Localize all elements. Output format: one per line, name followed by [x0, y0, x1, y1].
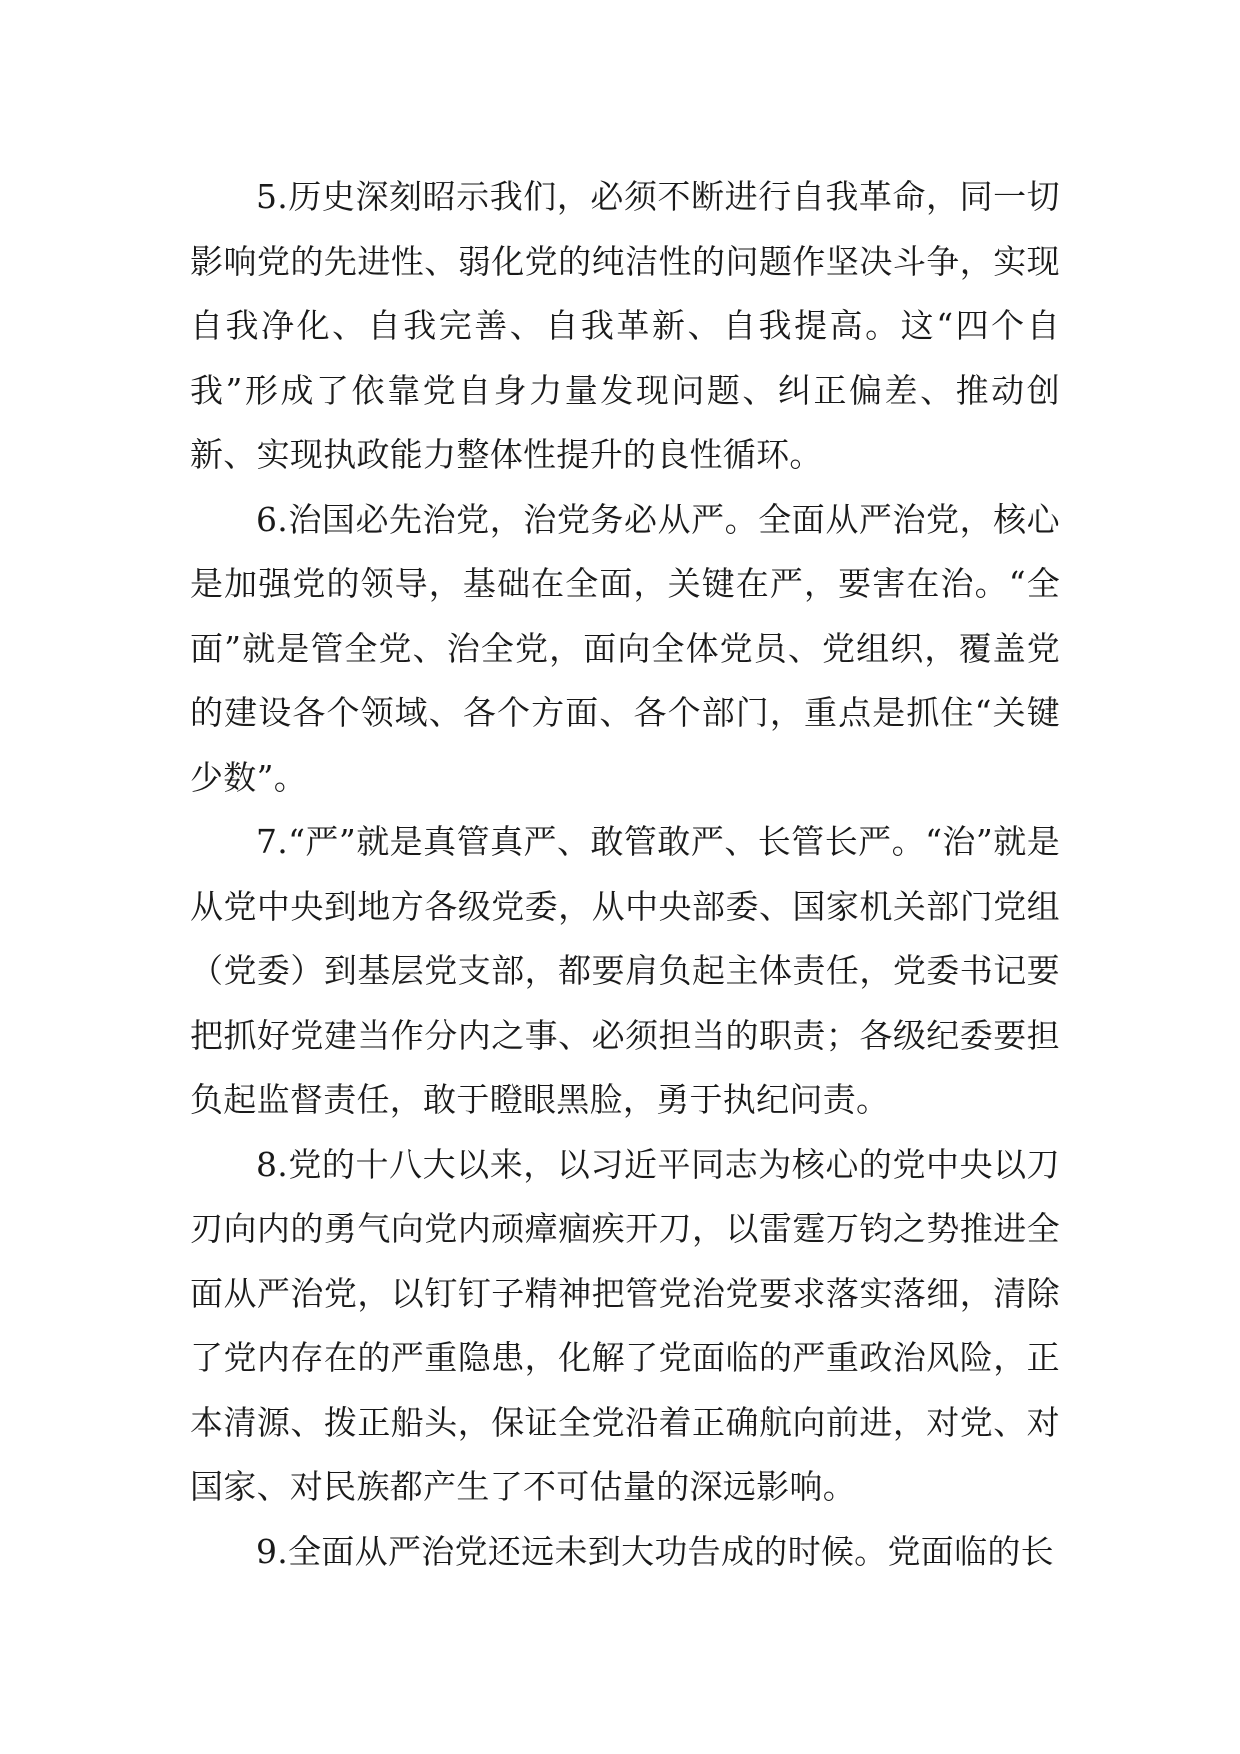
paragraph-9: 9.全面从严治党还远未到大功告成的时候。党面临的长 — [256, 1531, 1054, 1571]
paragraph-8: 8.党的十八大以来，以习近平同志为核心的党中央以刀刃向内的勇气向党内顽瘴痼疾开刀，以雷霆万钧之势推进全面从严治党，以钉钉子精神把管党治党要求落实落细，清除了党内存在的严重隐患，化解了党面临的严重政治风险，正本清源、拨正船头，保证全党沿着正确航向前进，对党、对国家、对民族都产生了不可估量的深远影响。 — [190, 1144, 1060, 1506]
paragraph-5: 5.历史深刻昭示我们，必须不断进行自我革命，同一切影响党的先进性、弱化党的纯洁性的问题作坚决斗争，实现自我净化、自我完善、自我革新、自我提高。这“四个自我”形成了依靠党自身力量发现问题、纠正偏差、推动创新、实现执政能力整体性提升的良性循环。 — [190, 177, 1060, 474]
paragraph-6: 6.治国必先治党，治党务必从严。全面从严治党，核心是加强党的领导，基础在全面，关键在严，要害在治。“全面”就是管全党、治全党，面向全体党员、党组织，覆盖党的建设各个领域、各个方面、各个部门，重点是抓住“关键少数”。 — [190, 499, 1060, 797]
paragraph-7: 7.“严”就是真管真严、敢管敢严、长管长严。“治”就是从党中央到地方各级党委，从中央部委、国家机关部门党组（党委）到基层党支部，都要肩负起主体责任，党委书记要把抓好党建当作分内之事、必须担当的职责；各级纪委要担负起监督责任，敢于瞪眼黑脸，勇于执纪问责。 — [190, 822, 1060, 1119]
document-body — [190, 165, 1060, 1584]
